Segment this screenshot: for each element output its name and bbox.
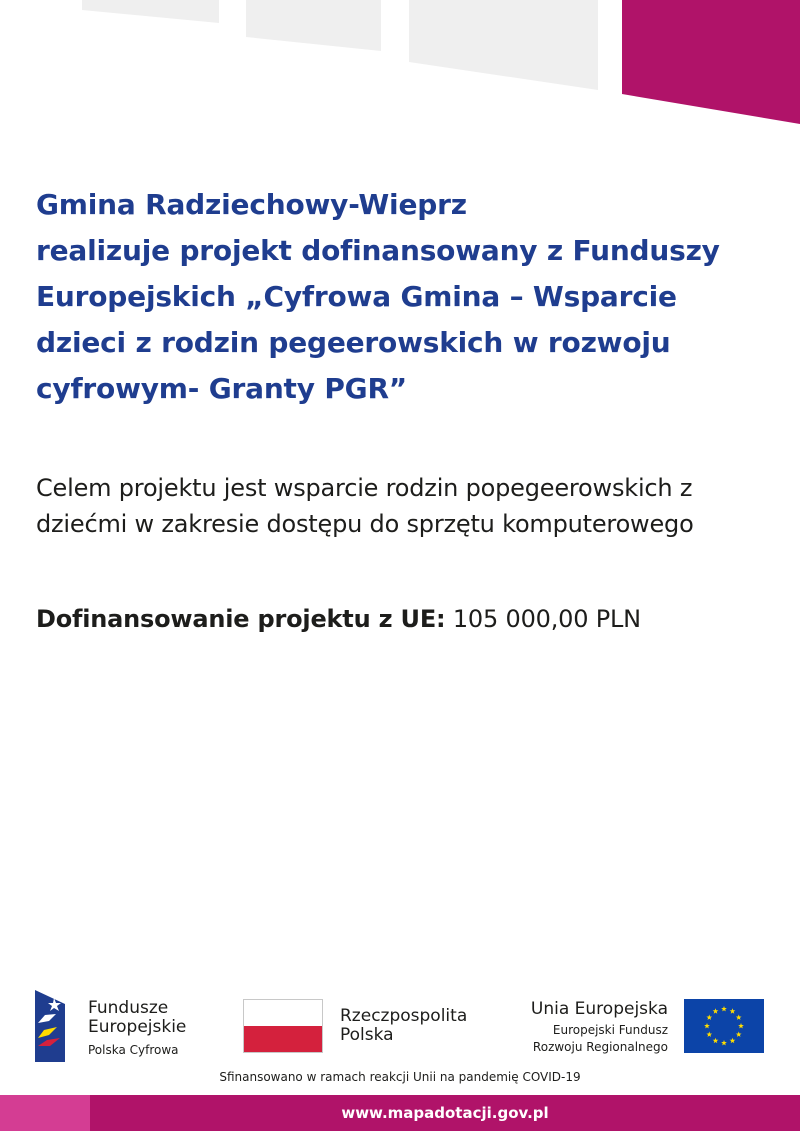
fe-line-3: Polska Cyfrowa	[88, 1043, 179, 1057]
footer-accent	[0, 1095, 90, 1131]
footer-bar	[0, 1095, 800, 1131]
title-line-4: dzieci z rodzin pegeerowskich w rozwoju	[36, 326, 671, 359]
polish-flag-icon	[243, 999, 323, 1053]
poster-title	[36, 182, 786, 412]
fundusze-europejskie-logo-icon	[35, 990, 73, 1062]
pl-line-2: Polska	[340, 1025, 394, 1045]
magenta-corner	[622, 0, 800, 124]
covid-funding-note: Sfinansowano w ramach reakcji Unii na pandemię COVID-19	[219, 1070, 581, 1084]
gray-stripe-1	[82, 0, 219, 23]
title-line-3: Europejskich „Cyfrowa Gmina – Wsparcie	[36, 280, 677, 313]
project-description	[36, 470, 786, 542]
title-line-1: Gmina Radziechowy-Wieprz	[36, 188, 467, 221]
eu-flag-icon	[684, 999, 764, 1053]
eu-line-3: Rozwoju Regionalnego	[532, 1040, 668, 1054]
title-line-5: cyfrowym- Granty PGR”	[36, 372, 408, 405]
logo-strip	[0, 985, 800, 1065]
funding-label: Dofinansowanie projektu z UE:	[36, 605, 446, 633]
footer-url-link[interactable]: www.mapadotacji.gov.pl	[341, 1104, 549, 1122]
description-line-1: Celem projektu jest wsparcie rodzin popegeerowskich z	[36, 474, 693, 502]
funding-info	[36, 602, 641, 636]
title-line-2: realizuje projekt dofinansowany z Funduszy	[36, 234, 720, 267]
fe-line-1: Fundusze	[88, 998, 169, 1018]
header-decoration	[0, 0, 800, 130]
fundusze-europejskie-text	[88, 999, 186, 1059]
rzeczpospolita-polska-text	[340, 1007, 467, 1045]
eu-line-2: Europejski Fundusz	[552, 1023, 668, 1037]
gray-stripe-3	[409, 0, 598, 90]
eu-line-1: Unia Europejska	[530, 999, 668, 1019]
fe-line-2: Europejskie	[88, 1017, 187, 1037]
unia-europejska-text	[531, 999, 668, 1056]
funding-value: 105 000,00 PLN	[452, 605, 641, 633]
gray-stripe-2	[246, 0, 381, 51]
description-line-2: dziećmi w zakresie dostępu do sprzętu komputerowego	[36, 510, 694, 538]
pl-line-1: Rzeczpospolita	[340, 1006, 468, 1026]
